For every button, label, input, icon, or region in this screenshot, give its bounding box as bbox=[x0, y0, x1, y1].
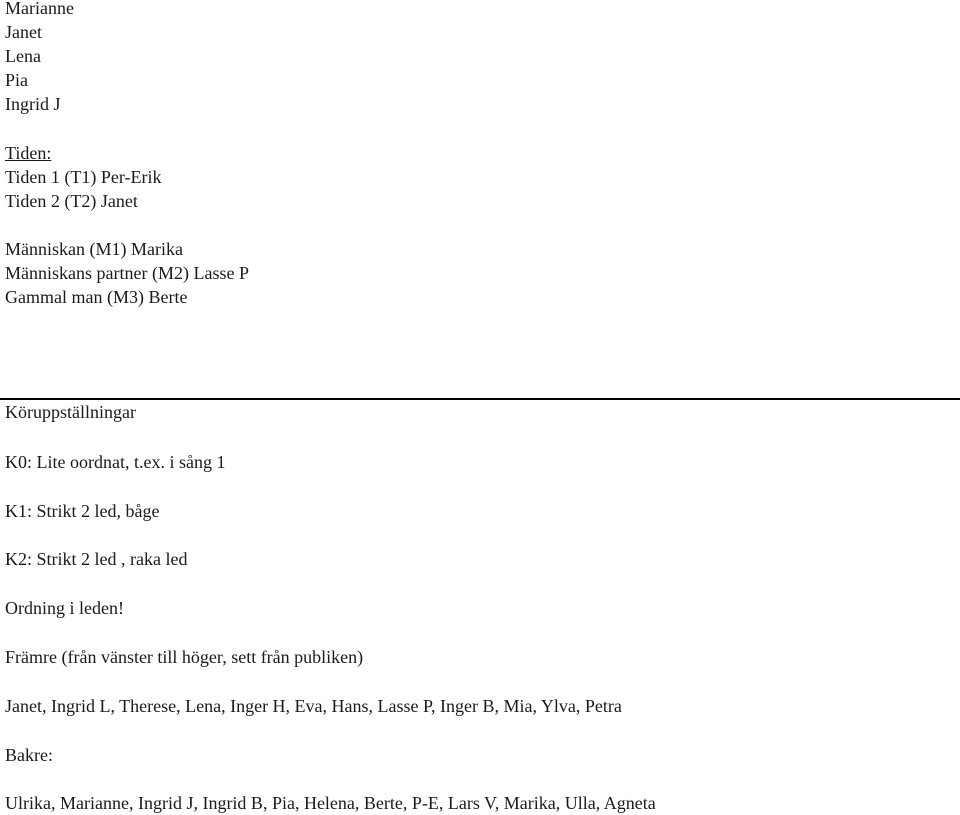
formation-k0: K0: Lite oordnat, t.ex. i sång 1 bbox=[5, 452, 226, 472]
cast-name: Janet bbox=[5, 22, 42, 42]
section-divider bbox=[0, 398, 960, 400]
koruppstallningar-heading: Köruppställningar bbox=[5, 402, 136, 422]
cast-name: Marianne bbox=[5, 0, 74, 18]
front-row-names: Janet, Ingrid L, Therese, Lena, Inger H, Eva, Hans, Lasse P, Inger B, Mia, Ylva, Petra bbox=[5, 696, 622, 716]
order-note: Ordning i leden! bbox=[5, 598, 124, 618]
tiden-heading: Tiden: bbox=[5, 143, 52, 163]
role-line: Gammal man (M3) Berte bbox=[5, 287, 188, 307]
cast-name: Lena bbox=[5, 46, 41, 66]
cast-name: Pia bbox=[5, 70, 29, 90]
role-line: Människan (M1) Marika bbox=[5, 239, 183, 259]
front-row-label: Främre (från vänster till höger, sett från publiken) bbox=[5, 647, 364, 667]
formation-k2: K2: Strikt 2 led , raka led bbox=[5, 549, 188, 569]
role-line: Tiden 2 (T2) Janet bbox=[5, 191, 138, 211]
cast-name: Ingrid J bbox=[5, 94, 61, 114]
back-row-names: Ulrika, Marianne, Ingrid J, Ingrid B, Pia, Helena, Berte, P-E, Lars V, Marika, Ulla, Agneta bbox=[5, 793, 656, 813]
formation-k1: K1: Strikt 2 led, båge bbox=[5, 501, 160, 521]
back-row-label: Bakre: bbox=[5, 745, 53, 765]
role-line: Människans partner (M2) Lasse P bbox=[5, 263, 249, 283]
role-line: Tiden 1 (T1) Per-Erik bbox=[5, 167, 162, 187]
